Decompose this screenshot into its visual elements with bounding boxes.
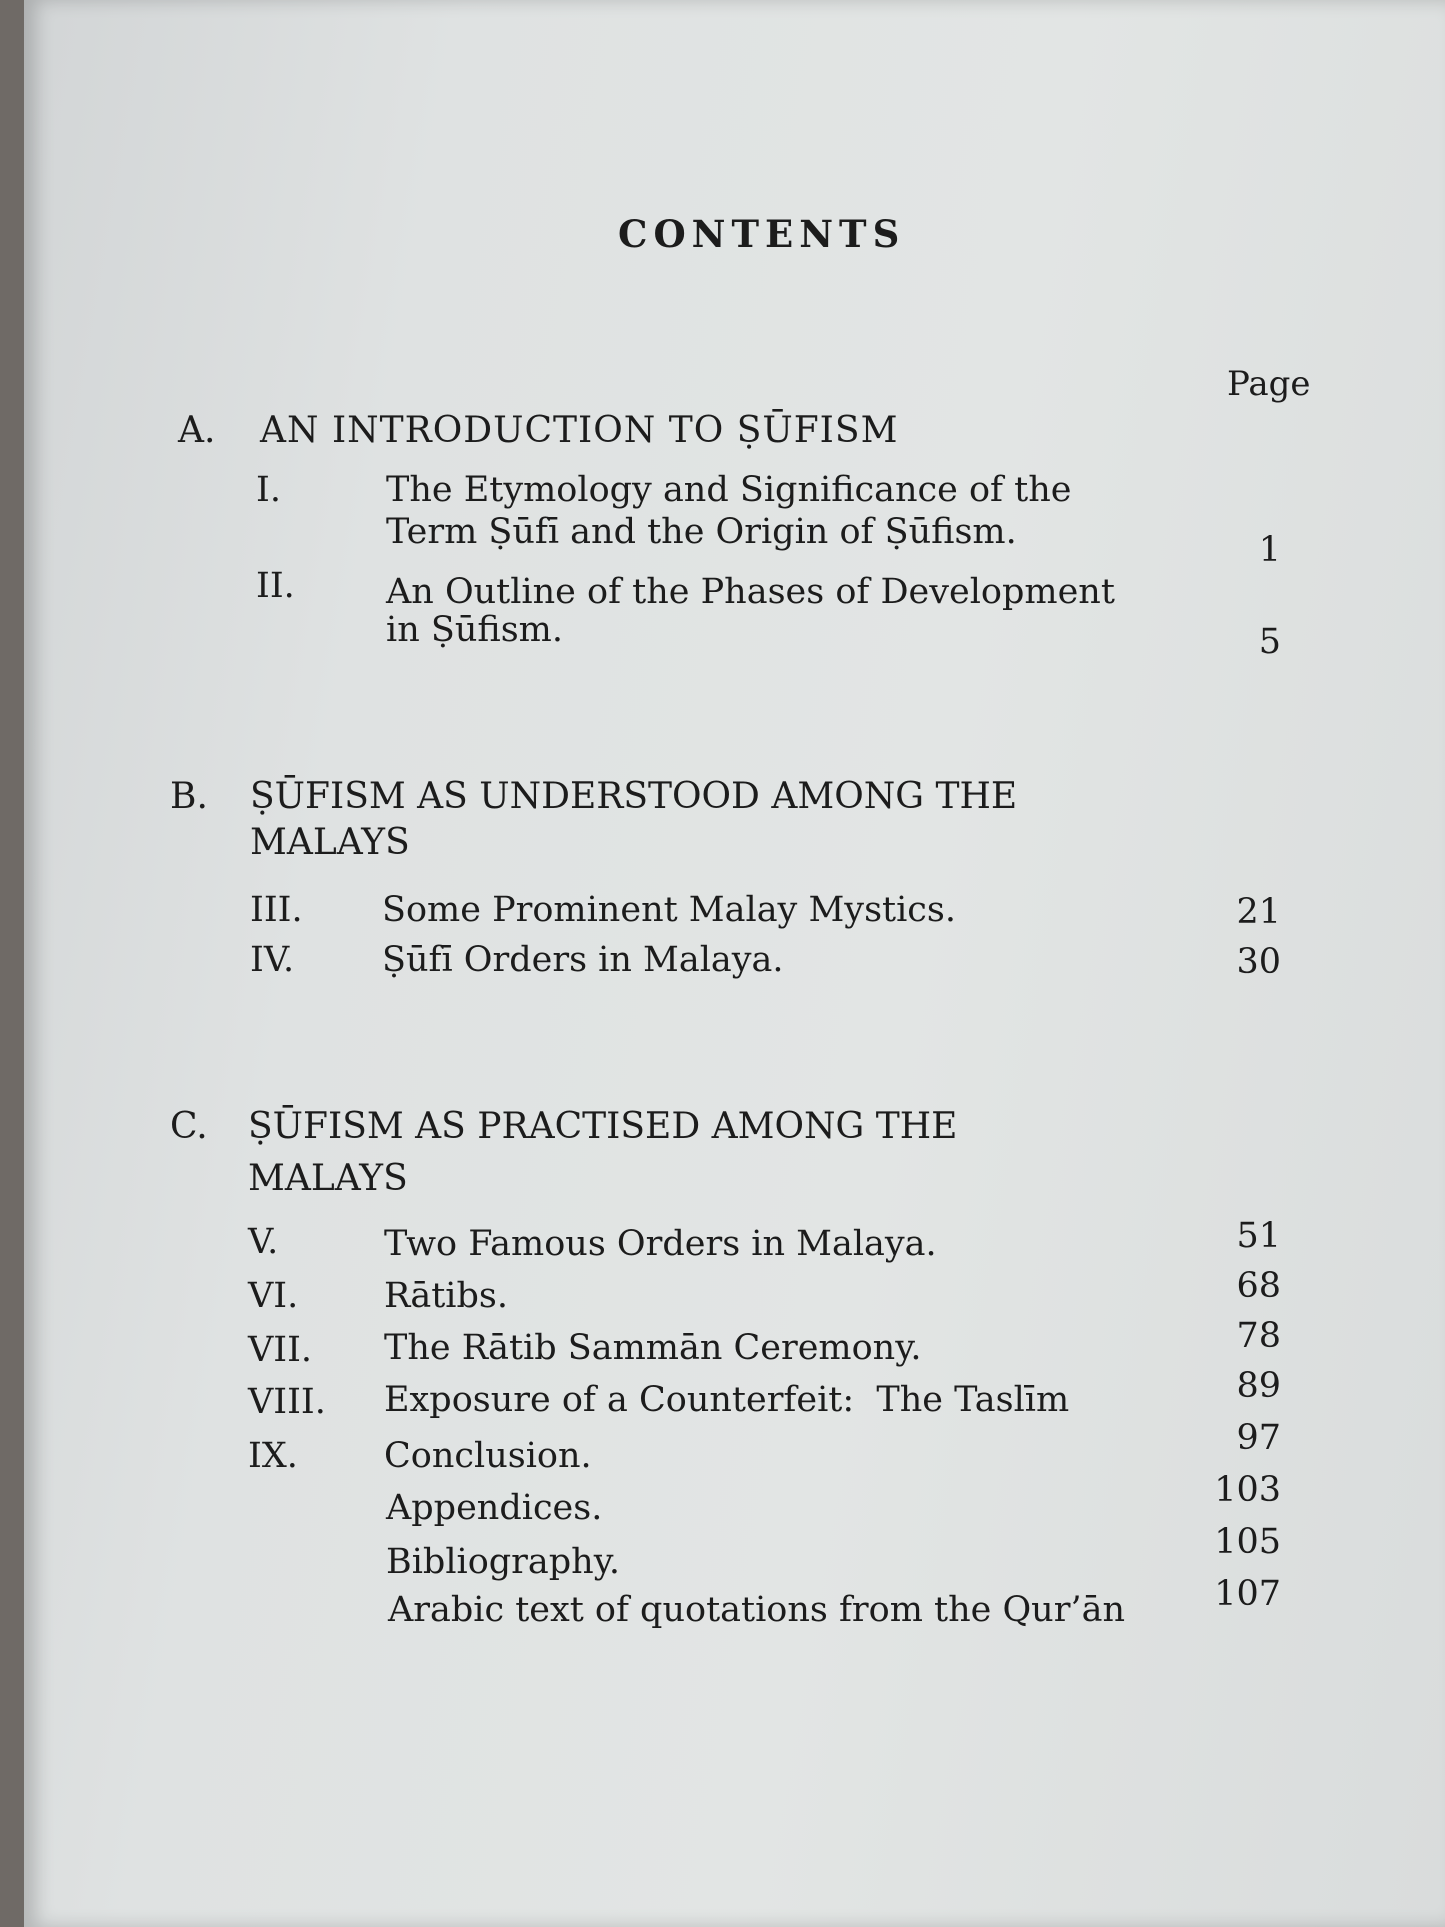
page-number: 51 (1236, 1216, 1281, 1256)
page-number: 68 (1236, 1266, 1281, 1306)
chapter-title: Ṣūfī Orders in Malaya. (382, 940, 784, 980)
page-title: CONTENTS (618, 212, 906, 256)
chapter-number: IV. (250, 940, 295, 980)
page-column-header: Page (1227, 364, 1311, 404)
page-number: 30 (1236, 942, 1281, 982)
page-number: 78 (1236, 1316, 1281, 1356)
section-title: ṢŪFISM AS PRACTISED AMONG THE (248, 1106, 958, 1147)
page-number: 89 (1236, 1366, 1281, 1406)
chapter-number: II. (256, 566, 295, 606)
book-page (24, 0, 1445, 1927)
chapter-number: VIII. (248, 1382, 326, 1422)
chapter-number: I. (256, 470, 281, 510)
chapter-title-line: in Ṣūfism. (386, 610, 563, 650)
chapter-title: Exposure of a Counterfeit: The Taslīm (384, 1380, 1070, 1420)
page-number: 1 (1258, 530, 1281, 570)
back-matter-title: Arabic text of quotations from the Qur’ān (388, 1590, 1125, 1630)
section-letter: B. (170, 776, 208, 817)
chapter-title: Two Famous Orders in Malaya. (384, 1224, 937, 1264)
section-title: AN INTRODUCTION TO ṢŪFISM (260, 410, 899, 451)
page-number: 105 (1214, 1522, 1281, 1562)
chapter-title-line: The Etymology and Significance of the (386, 470, 1072, 510)
section-title: MALAYS (250, 822, 410, 863)
section-letter: A. (178, 410, 216, 451)
chapter-number: IX. (248, 1436, 298, 1476)
chapter-title: Conclusion. (384, 1436, 592, 1476)
chapter-title-line: Term Ṣūfī and the Origin of Ṣūfism. (386, 512, 1017, 552)
page-number: 107 (1214, 1574, 1281, 1614)
chapter-number: VII. (248, 1330, 313, 1370)
chapter-title-line: An Outline of the Phases of Development (386, 572, 1115, 612)
back-matter-title: Bibliography. (386, 1542, 620, 1582)
page-number: 21 (1236, 892, 1281, 932)
back-matter-title: Appendices. (386, 1488, 603, 1528)
chapter-title: The Rātib Sammān Ceremony. (384, 1328, 922, 1368)
chapter-title: Some Prominent Malay Mystics. (382, 890, 956, 930)
chapter-number: V. (248, 1222, 279, 1262)
section-title: ṢŪFISM AS UNDERSTOOD AMONG THE (250, 776, 1018, 817)
section-title: MALAYS (248, 1158, 408, 1199)
page-number: 5 (1258, 622, 1281, 662)
chapter-title: Rātibs. (384, 1276, 508, 1316)
page-number: 97 (1236, 1418, 1281, 1458)
page-number: 103 (1214, 1470, 1281, 1510)
section-letter: C. (170, 1106, 208, 1147)
chapter-number: VI. (248, 1276, 299, 1316)
chapter-number: III. (250, 890, 303, 930)
